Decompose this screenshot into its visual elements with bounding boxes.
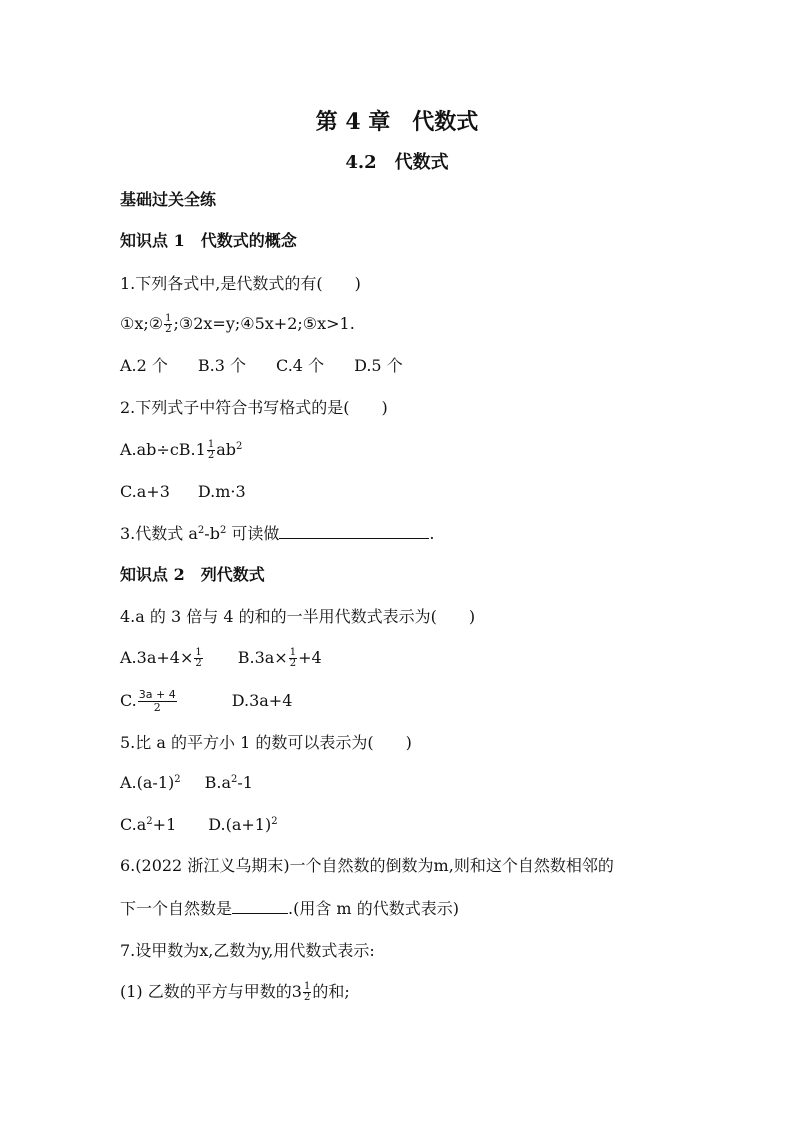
q7-stem: 7.设甲数为x,乙数为y,用代数式表示: (120, 941, 375, 960)
q4-option-c: C. (120, 691, 137, 710)
q7-sub1-suffix: 的和; (312, 982, 350, 1001)
q7-sub1-prefix: (1) 乙数的平方与甲数的3 (120, 982, 302, 1001)
knowledge-point-2: 知识点 2 列代数式 (120, 565, 265, 584)
q3-exp1: 2 (197, 525, 205, 536)
q4-option-d: D.3a+4 (231, 691, 293, 710)
q4-b-frac-num: 1 (289, 647, 297, 658)
q5-c-exp: 2 (146, 816, 153, 827)
q3-mid: -b (204, 524, 220, 543)
q2-frac-den: 2 (207, 450, 215, 461)
q4-b-frac-den: 2 (289, 658, 297, 669)
q6-line2-suffix: .(用含 m 的代数式表示) (288, 899, 459, 918)
q2-option-ab-prefix: A.ab÷cB.1 (120, 440, 206, 459)
q3-end: . (429, 524, 435, 543)
q4-options-cd (120, 689, 292, 714)
q4-option-a: A.3a+4× (120, 648, 194, 667)
q2-option-c: C.a+3 (120, 482, 170, 501)
q5-option-c-suffix: +1 (152, 815, 177, 834)
knowledge-point-1: 知识点 1 代数式的概念 (120, 231, 297, 250)
q5-b-exp: 2 (231, 774, 238, 785)
q5-option-a: A.(a-1) (120, 773, 175, 792)
q6-line1: 6.(2022 浙江义乌期末)一个自然数的倒数为m,则和这个自然数相邻的 (120, 856, 614, 875)
q5-option-c: C.a (120, 815, 147, 834)
q2-stem: 2.下列式子中符合书写格式的是( ) (120, 398, 388, 417)
q1-options (120, 356, 403, 376)
q4-a-frac-num: 1 (195, 647, 202, 658)
q1-option-c: C.4 个 (276, 356, 325, 375)
q3-prefix: 3.代数式 a (120, 524, 198, 543)
q3-answer-blank[interactable] (279, 524, 429, 539)
q1-fraction (164, 314, 172, 335)
q1-option-b: B.3 个 (197, 356, 247, 375)
q5-d-exp: 2 (271, 816, 278, 827)
q4-stem: 4.a 的 3 倍与 4 的和的一半用代数式表示为( ) (120, 607, 476, 626)
q2-option-d: D.m·3 (197, 482, 246, 501)
q7-sub1-frac-num: 1 (303, 981, 311, 992)
q5-option-b: B.a (204, 773, 232, 792)
q2-options-cd (120, 482, 246, 502)
q7-sub1 (120, 982, 350, 1003)
q1-option-a: A.2 个 (120, 356, 168, 375)
q4-a-fraction (194, 648, 202, 669)
q1-items-a: ①x;② (120, 314, 164, 333)
q5-options-ab (120, 773, 253, 793)
q2-options-ab (120, 440, 242, 461)
q5-options-cd (120, 815, 278, 835)
q4-c-frac-den: 2 (138, 701, 177, 714)
q3-line (120, 524, 435, 544)
q7-sub1-fraction (303, 982, 311, 1003)
q5-a-exp: 2 (174, 774, 181, 785)
q1-frac-num: 1 (165, 313, 172, 324)
section-title: 4.2 代数式 (345, 152, 449, 173)
q7-sub1-frac-den: 2 (303, 992, 311, 1003)
q4-b-fraction (289, 648, 297, 669)
q1-items-b: ;③2x=y;④5x+2;⑤x>1. (173, 314, 355, 333)
q2-option-b-suffix: ab (216, 440, 236, 459)
q5-option-b-suffix: -1 (237, 773, 253, 792)
q4-c-frac-num: 3a + 4 (138, 688, 176, 701)
q5-stem: 5.比 a 的平方小 1 的数可以表示为( ) (120, 733, 412, 752)
q4-options-ab (120, 648, 322, 669)
q5-option-d: D.(a+1) (208, 815, 272, 834)
q4-option-b-suffix: +4 (298, 648, 322, 667)
q6-line2-prefix: 下一个自然数是 (120, 899, 233, 918)
q2-exponent: 2 (235, 441, 243, 452)
q4-a-frac-den: 2 (195, 658, 202, 669)
q1-frac-den: 2 (165, 324, 172, 335)
q1-stem: 1.下列各式中,是代数式的有( ) (120, 274, 361, 293)
q4-c-fraction (138, 689, 177, 714)
q3-suffix: 可读做 (226, 524, 280, 543)
practice-heading: 基础过关全练 (120, 190, 217, 209)
q2-frac-num: 1 (207, 439, 215, 450)
chapter-title: 第 4 章 代数式 (315, 109, 479, 135)
q1-option-d: D.5 个 (354, 356, 403, 375)
q6-answer-blank[interactable] (232, 899, 288, 914)
q1-items (120, 314, 355, 335)
q3-exp2: 2 (219, 525, 227, 536)
q6-line2 (120, 899, 459, 919)
q4-option-b: B.3a× (237, 648, 288, 667)
q2-fraction (207, 440, 215, 461)
